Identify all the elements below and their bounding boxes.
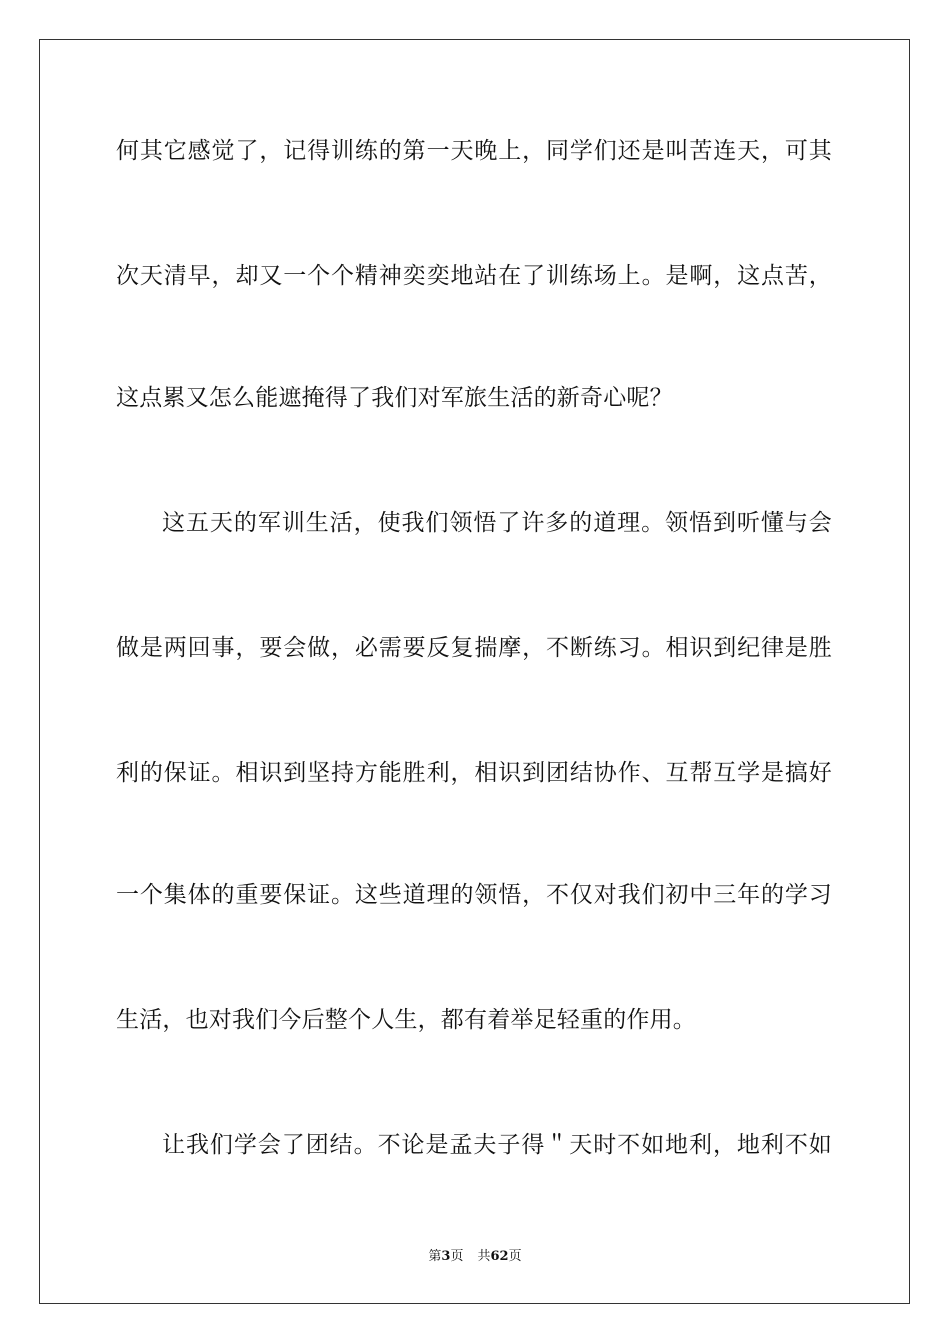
text-line: 利的保证。相识到坚持方能胜利，相识到团结协作、互帮互学是搞好 (116, 760, 832, 786)
page-border (39, 39, 910, 1304)
text-line: 生活，也对我们今后整个人生，都有着举足轻重的作用。 (116, 1007, 696, 1033)
page-footer (0, 1248, 950, 1266)
page-number: 3 (441, 1249, 451, 1264)
text-line: 一个集体的重要保证。这些道理的领悟，不仅对我们初中三年的学习 (116, 882, 832, 908)
text-line: 何其它感觉了，记得训练的第一天晚上，同学们还是叫苦连天，可其 (116, 138, 832, 164)
text-line: 次天清早，却又一个个精神奕奕地站在了训练场上。是啊，这点苦， (116, 263, 832, 289)
paragraph-start-line: 让我们学会了团结。不论是孟夫子得＂天时不如地利，地利不如 (162, 1132, 832, 1158)
total-pages: 62 (490, 1249, 509, 1264)
text-line: 做是两回事，要会做，必需要反复揣摩，不断练习。相识到纪律是胜 (116, 635, 832, 661)
text-line: 这点累又怎么能遮掩得了我们对军旅生活的新奇心呢？ (116, 385, 673, 411)
paragraph-start-line: 这五天的军训生活，使我们领悟了许多的道理。领悟到听懂与会 (162, 510, 832, 536)
total-prefix: 共 (477, 1249, 491, 1264)
page-suffix: 页 (450, 1249, 464, 1264)
total-suffix: 页 (508, 1249, 522, 1264)
page-prefix: 第 (428, 1249, 442, 1264)
